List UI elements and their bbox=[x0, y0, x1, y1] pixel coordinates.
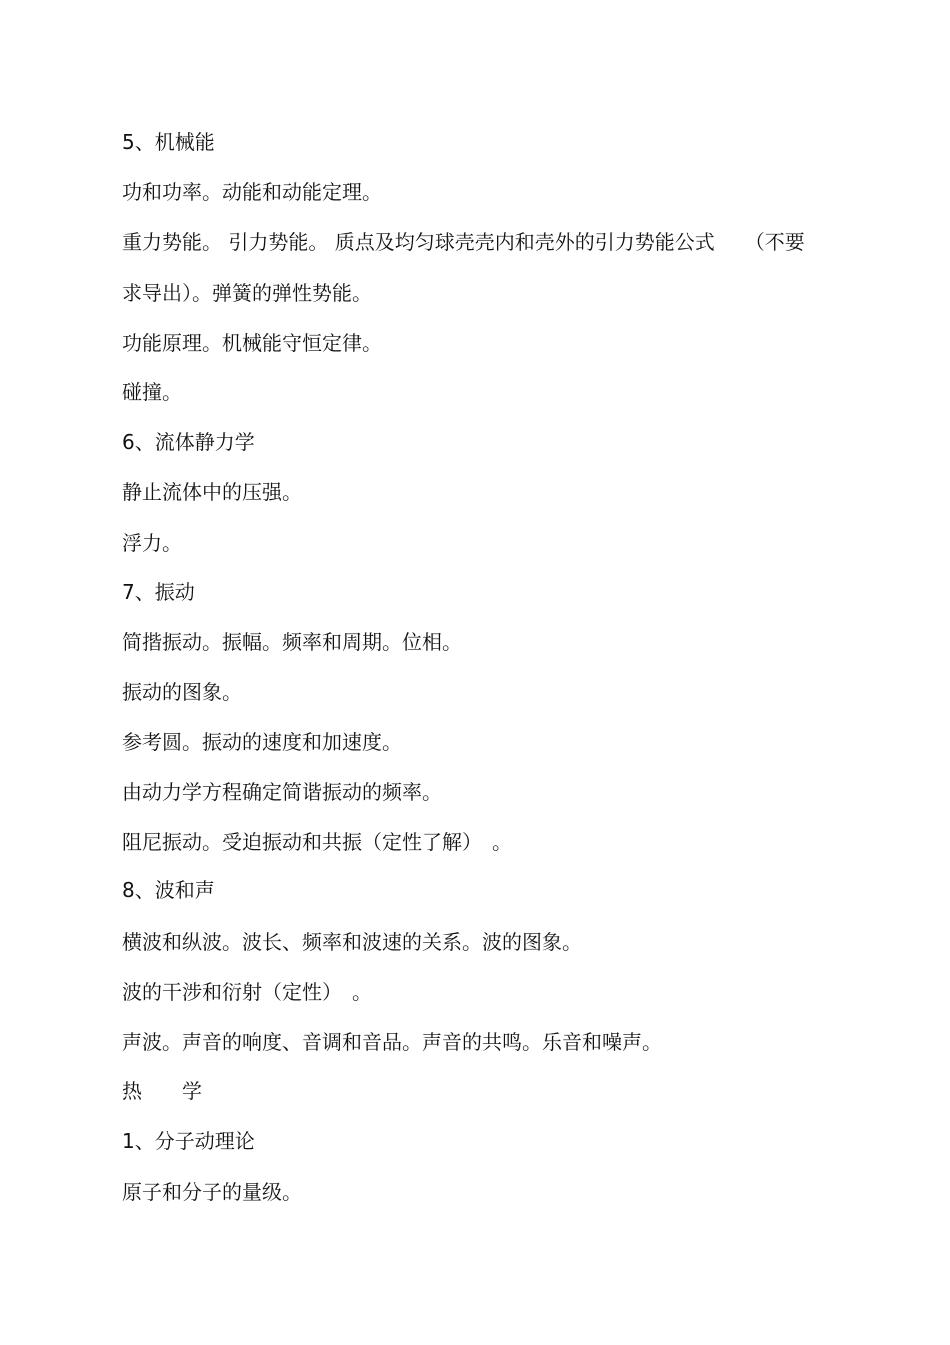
section-heading-mechanical-energy: 5、机械能 bbox=[122, 130, 215, 154]
text-line: 功能原理。机械能守恒定律。 bbox=[122, 331, 382, 355]
section-heading-molecular-kinetic-theory: 1、分子动理论 bbox=[122, 1129, 255, 1153]
text-line: 浮力。 bbox=[122, 531, 182, 555]
text-line: 碰撞。 bbox=[122, 380, 182, 404]
text-line: 简揩振动。振幅。频率和周期。位相。 bbox=[122, 630, 462, 654]
text-line: 功和功率。动能和动能定理。 bbox=[122, 180, 382, 204]
text-line: 横波和纵波。波长、频率和波速的关系。波的图象。 bbox=[122, 930, 582, 954]
text-line: 由动力学方程确定简谐振动的频率。 bbox=[122, 780, 442, 804]
section-heading-fluid-statics: 6、流体静力学 bbox=[122, 430, 255, 454]
text-line: 阻尼振动。受迫振动和共振（定性了解） 。 bbox=[122, 830, 512, 854]
text-line: 原子和分子的量级。 bbox=[122, 1180, 302, 1204]
section-heading-waves-and-sound: 8、波和声 bbox=[122, 878, 215, 902]
text-line: 参考圆。振动的速度和加速度。 bbox=[122, 730, 402, 754]
text-line: 振动的图象。 bbox=[122, 680, 242, 704]
text-line: 求导出）。弹簧的弹性势能。 bbox=[122, 281, 372, 305]
text-line: 声波。声音的响度、音调和音品。声音的共鸣。乐音和噪声。 bbox=[122, 1030, 662, 1054]
chapter-heading-thermodynamics: 热 学 bbox=[122, 1079, 202, 1103]
text-line: 静止流体中的压强。 bbox=[122, 480, 302, 504]
text-line: 波的干涉和衍射（定性） 。 bbox=[122, 980, 372, 1004]
text-line: 重力势能。 引力势能。 质点及均匀球壳壳内和壳外的引力势能公式 （不要 bbox=[122, 230, 805, 254]
section-heading-vibration: 7、振动 bbox=[122, 580, 195, 604]
